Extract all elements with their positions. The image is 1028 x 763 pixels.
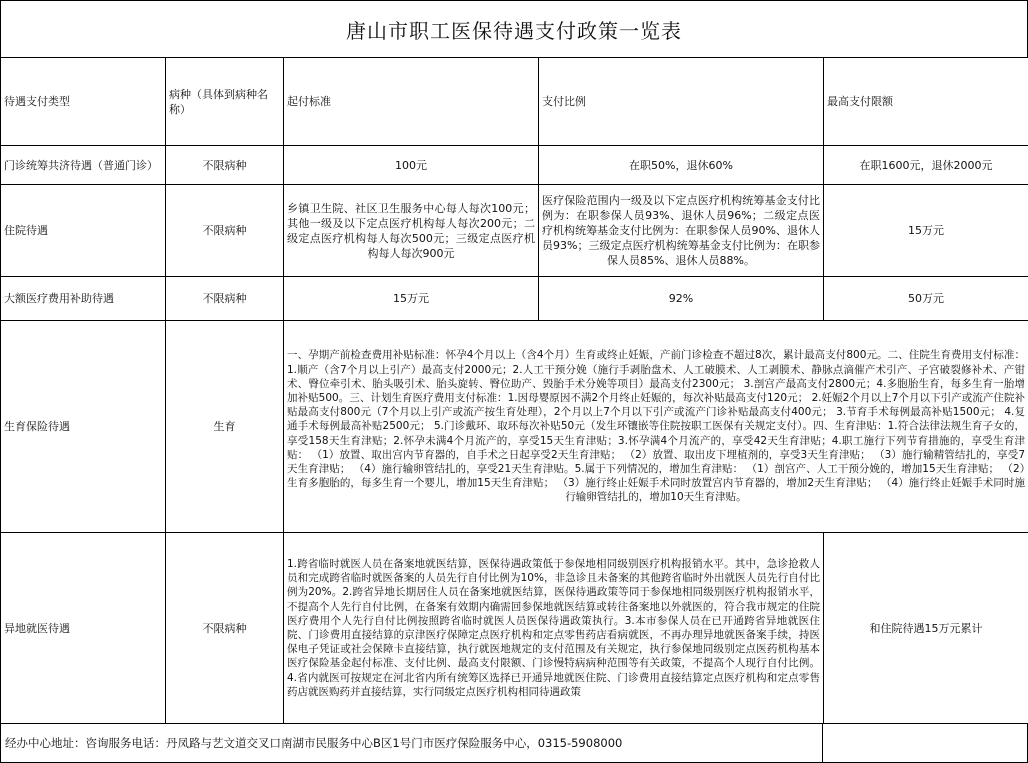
header-type: 待遇支付类型 bbox=[1, 58, 166, 146]
row-limit: 在职1600元，退休2000元 bbox=[824, 146, 1028, 185]
header-row bbox=[1, 58, 1028, 146]
header-threshold: 起付标准 bbox=[284, 58, 539, 146]
row-type: 异地就医待遇 bbox=[1, 533, 166, 724]
header-ratio: 支付比例 bbox=[539, 58, 824, 146]
row-type: 门诊统筹共济待遇（普通门诊） bbox=[1, 146, 166, 185]
row-threshold: 100元 bbox=[284, 146, 539, 185]
row-limit: 和住院待遇15万元累计 bbox=[824, 533, 1028, 724]
footer bbox=[0, 724, 1028, 763]
row-disease: 不限病种 bbox=[166, 146, 284, 185]
row-type: 大额医疗费用补助待遇 bbox=[1, 277, 166, 321]
row-disease: 不限病种 bbox=[166, 185, 284, 277]
page-title: 唐山市职工医保待遇支付政策一览表 bbox=[0, 0, 1028, 57]
table-row bbox=[1, 185, 1028, 277]
row-limit: 50万元 bbox=[824, 277, 1028, 321]
row-threshold: 乡镇卫生院、社区卫生服务中心每人每次100元；其他一级及以下定点医疗机构每人每次200元；二级定点医疗机构每人每次500元；三级定点医疗机构每人每次900元 bbox=[284, 185, 539, 277]
table-row bbox=[1, 533, 1028, 724]
header-disease: 病种（具体到病种名称） bbox=[166, 58, 284, 146]
row-limit: 15万元 bbox=[824, 185, 1028, 277]
row-disease: 不限病种 bbox=[166, 277, 284, 321]
table-row bbox=[1, 277, 1028, 321]
table-row bbox=[1, 321, 1028, 533]
table-row bbox=[1, 146, 1028, 185]
footer-empty-cell bbox=[823, 724, 1028, 763]
row-type: 生育保险待遇 bbox=[1, 321, 166, 533]
footer-contact: 经办中心地址：咨询服务电话：丹凤路与艺文道交叉口南湖市民服务中心B区1号门市医疗保险服务中心，0315-5908000 bbox=[0, 724, 823, 763]
policy-table bbox=[0, 57, 1028, 724]
row-ratio: 在职50%，退休60% bbox=[539, 146, 824, 185]
row-ratio: 医疗保险范围内一级及以下定点医疗机构统筹基金支付比例为：在职参保人员93%、退休人员96%；二级定点医疗机构统筹基金支付比例为：在职参保人员90%、退休人员93%；三级定点医疗机构统筹基金支付比例为：在职参保人员85%、退休人员88%。 bbox=[539, 185, 824, 277]
row-merged-detail: 一、孕期产前检查费用补贴标准：怀孕4个月以上（含4个月）生育或终止妊娠，产前门诊检查不超过8次，累计最高支付800元。二、住院生育费用支付标准：1.顺产（含7个月以上引产）最高支付2000元；2.人工干预分娩（施行手剥胎盘术、人工破膜术、人工剥膜术、静脉点滴催产术引产、子宫破裂修补术、产钳术、臀位牵引术、胎头吸引术、胎头旋转、臀位助产、毁胎手术分娩等项目）最高支付2300元； 3.剖宫产最高支付2800元；4.多胞胎生育，每多生育一胎增加补贴500。三、计划生育医疗费用支付标准：1.因母婴原因不满2个月终止妊娠的，每次补贴最高支付120元； 2.妊娠2个月以上7个月以下引产或流产住院补贴最高支付800元（7个月以上引产或流产按生育处理），2个月以上7个月以下引产或流产门诊补贴最高支付400元； 3.节育手术每例最高补贴1500元； 4.复通手术每例最高补贴2500元； 5.门诊戴环、取环每次补贴50元（发生环镶嵌等住院按职工医保有关规定支付）。四、生育津贴：1.符合法律法规生育子女的，享受158天生育津贴；2.怀孕未满4个月流产的，享受15天生育津贴；3.怀孕满4个月流产的，享受42天生育津贴；4.职工施行下列节育措施的，享受生育津贴： （1）放置、取出宫内节育器的，自手术之日起享受2天生育津贴； （2）放置、取出皮下埋植剂的，享受3天生育津贴； （3）施行输精管结扎的，享受7天生育津贴； （4）施行输卵管结扎的，享受21天生育津贴。5.属于下列情况的，增加生育津贴： （1）剖宫产、人工干预分娩的，增加15天生育津贴； （2）生育多胞胎的，每多生育一个婴儿，增加15天生育津贴； （3）施行终止妊娠手术同时放置宫内节育器的，增加2天生育津贴； （4）施行终止妊娠手术同时施行输卵管结扎的，增加10天生育津贴。 bbox=[284, 321, 1028, 533]
row-threshold: 15万元 bbox=[284, 277, 539, 321]
row-disease: 不限病种 bbox=[166, 533, 284, 724]
header-limit: 最高支付限额 bbox=[824, 58, 1028, 146]
row-ratio: 92% bbox=[539, 277, 824, 321]
row-disease: 生育 bbox=[166, 321, 284, 533]
row-type: 住院待遇 bbox=[1, 185, 166, 277]
row-merged-detail: 1.跨省临时就医人员在备案地就医结算，医保待遇政策低于参保地相同级别医疗机构报销水平。其中，急诊抢救人员和完成跨省临时就医备案的人员先行自付比例为10%，非急诊且未备案的其他跨省临时外出就医人员先行自付比例为20%。2.跨省异地长期居住人员在备案地就医结算，医保待遇政策等同于参保地相同级别医疗机构报销水平，不提高个人先行自付比例，在备案有效期内确需回参保地就医结算或转往备案地以外就医的，符合我市规定的住院医疗费用个人先行自付比例按照跨省临时就医人员医保待遇政策执行。3.本市参保人员在已开通跨省异地就医住院、门诊费用直接结算的京津医疗保障定点医疗机构和定点零售药店看病就医，不再办理异地就医备案手续，持医保电子凭证或社会保障卡直接结算，执行就医地规定的支付范围及有关规定，执行参保地同级别定点医药机构基本医疗保险基金起付标准、支付比例、最高支付限额、门诊慢特病病种范围等有关政策，不提高个人现行自付比例。4.省内就医可按规定在河北省内所有统筹区选择已开通异地就医住院、门诊费用直接结算定点医疗机构和定点零售药店就医购药并直接结算，实行同级定点医疗机构相同待遇政策 bbox=[284, 533, 824, 724]
